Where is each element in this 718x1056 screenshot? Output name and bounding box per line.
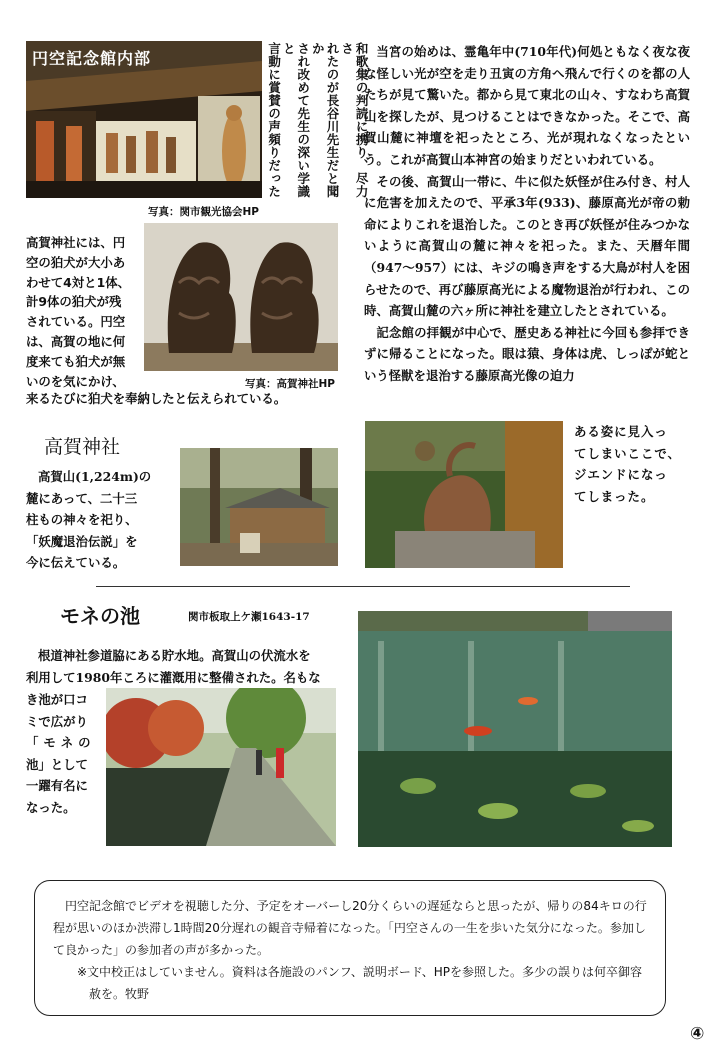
takamitsu-statue-photo [365,421,563,568]
komainu-text [26,233,144,391]
shrine-line: 今に伝えている。 [26,555,126,571]
monet-pond-path-photo [106,688,336,846]
monet-line: 池」として [26,756,88,772]
note-disclaimer: ※文中校正はしていません。資料は各施設のパンフ、説明ボード、HPを参照した。多少の誤りは何卒御容赦を。牧野 [77,965,642,1001]
vertical-line: され改めて先生の深い学識と [281,42,311,198]
statue-line: ジエンドになっ [574,467,668,483]
monet-pond-photo [358,611,672,847]
komainu-line: 空の狛犬が大小あ [26,254,126,270]
monet-line: ミで広がり [26,713,88,729]
komainu-line: わせて4対と1体、 [26,274,130,290]
shrine-line: 高賀山(1,224m)の [38,469,152,484]
monet-line: 根道神社参道脇にある貯水地。高賀山の伏流水を [38,648,311,663]
monet-line: なった。 [26,799,76,815]
note-paragraph: 円空記念館でビデオを視聴した分、予定をオーバーし20分くらいの遅延ならと思ったが、帰りの84キロの行程が思いのほか渋滞し1時間20分遅れの観音寺帰着になった。「円空さんの一生を歩いた気分になった。参加して良かった」の参加者の声が多かった。 [53,899,647,957]
shrine-line: 柱もの神々を祀り、 [26,512,138,528]
history-paragraph: 記念館の拝観が中心で、歴史ある神社に今回も参拝できずに帰ることになった。眼は猿、身体は虎、しっぽが蛇という怪獣を退治する藤原高光像の迫力 [364,324,690,383]
section-divider [96,586,630,587]
vertical-line: 和歌集の判読に携り、尽力さ [339,42,370,198]
statue-text [574,421,694,507]
history-paragraph: 当宮の始めは、霊亀年中(710年代)何処ともなく夜な夜な怪しい光が空を走り丑寅の方角へ飛んで行くのを都の人たちが見て驚いた。都から見て東北の山々、すなわち高賀山を探したが、見つけることはできなかった。そこで、高賀山麓に神壇を祀ったところ、光が現れなくなったという。これが高賀山本神宮の始まりだといわれている。 [364,44,690,167]
monet-address: 関市板取上ケ瀬1643-17 [188,611,310,623]
komainu-photo [144,223,338,371]
komainu-photo-credit: 写真：高賀神社HP [245,378,335,390]
monet-line: 利用して1980年ころに灌漑用に整備された。名もな [26,669,321,685]
komainu-line: いのを気にかけ、 [26,373,125,389]
statue-line: てしまった。 [574,488,655,504]
shrine-photo [180,448,338,566]
history-column [364,41,690,387]
statue-line: てしまいここで、 [574,445,681,461]
komainu-line: 計9体の狛犬が残 [26,294,122,310]
monet-text [26,645,350,688]
page-number: ④ [690,1024,705,1044]
museum-photo-credit: 写真：関市観光協会HP [148,206,259,218]
note-box [34,880,666,1016]
shrine-line: 麓にあって、二十三 [26,490,138,506]
monet-line: き池が口コ [26,692,88,707]
komainu-line: 高賀神社には、円 [26,235,126,250]
history-paragraph: その後、高賀山一帯に、牛に似た妖怪が住み付き、村人に危害を加えたので、平承3年(933)、藤原高光が帝の勅命によりこれを退治した。このとき再び妖怪が住みつかないように高賀山の麓に神々を祀った。また、天暦年間（947～957）には、キジの鳴き声をする大鳥が村人を困らせたので、再び藤原高光による魔物退治が行われ、この時、高賀山麓の六ヶ所に神社を建立したとされている。 [364,173,690,319]
monet-title: モネの池 [60,604,140,628]
vertical-line: 言動に賞賛の声頻りだった [266,42,282,198]
komainu-line: されている。円空 [26,314,126,330]
shrine-title: 高賀神社 [44,436,121,458]
shrine-line: 「妖魔退治伝説」を [26,533,138,549]
monet-line: 「モネの [26,735,96,751]
monet-short-text [26,689,102,819]
museum-vertical-text [266,42,368,202]
komainu-line: 度来ても狛犬が無 [26,353,126,369]
komainu-last-line: 来るたびに狛犬を奉納したと伝えられている。 [26,391,287,406]
vertical-line: れたのが長谷川先生だと聞か [310,42,340,198]
statue-line: ある姿に見入っ [574,424,668,439]
monet-line: 一躍有名に [26,778,88,794]
museum-photo-label: 円空記念館内部 [32,49,152,68]
komainu-line: は、高賀の地に何 [26,333,126,349]
shrine-text [26,466,176,574]
